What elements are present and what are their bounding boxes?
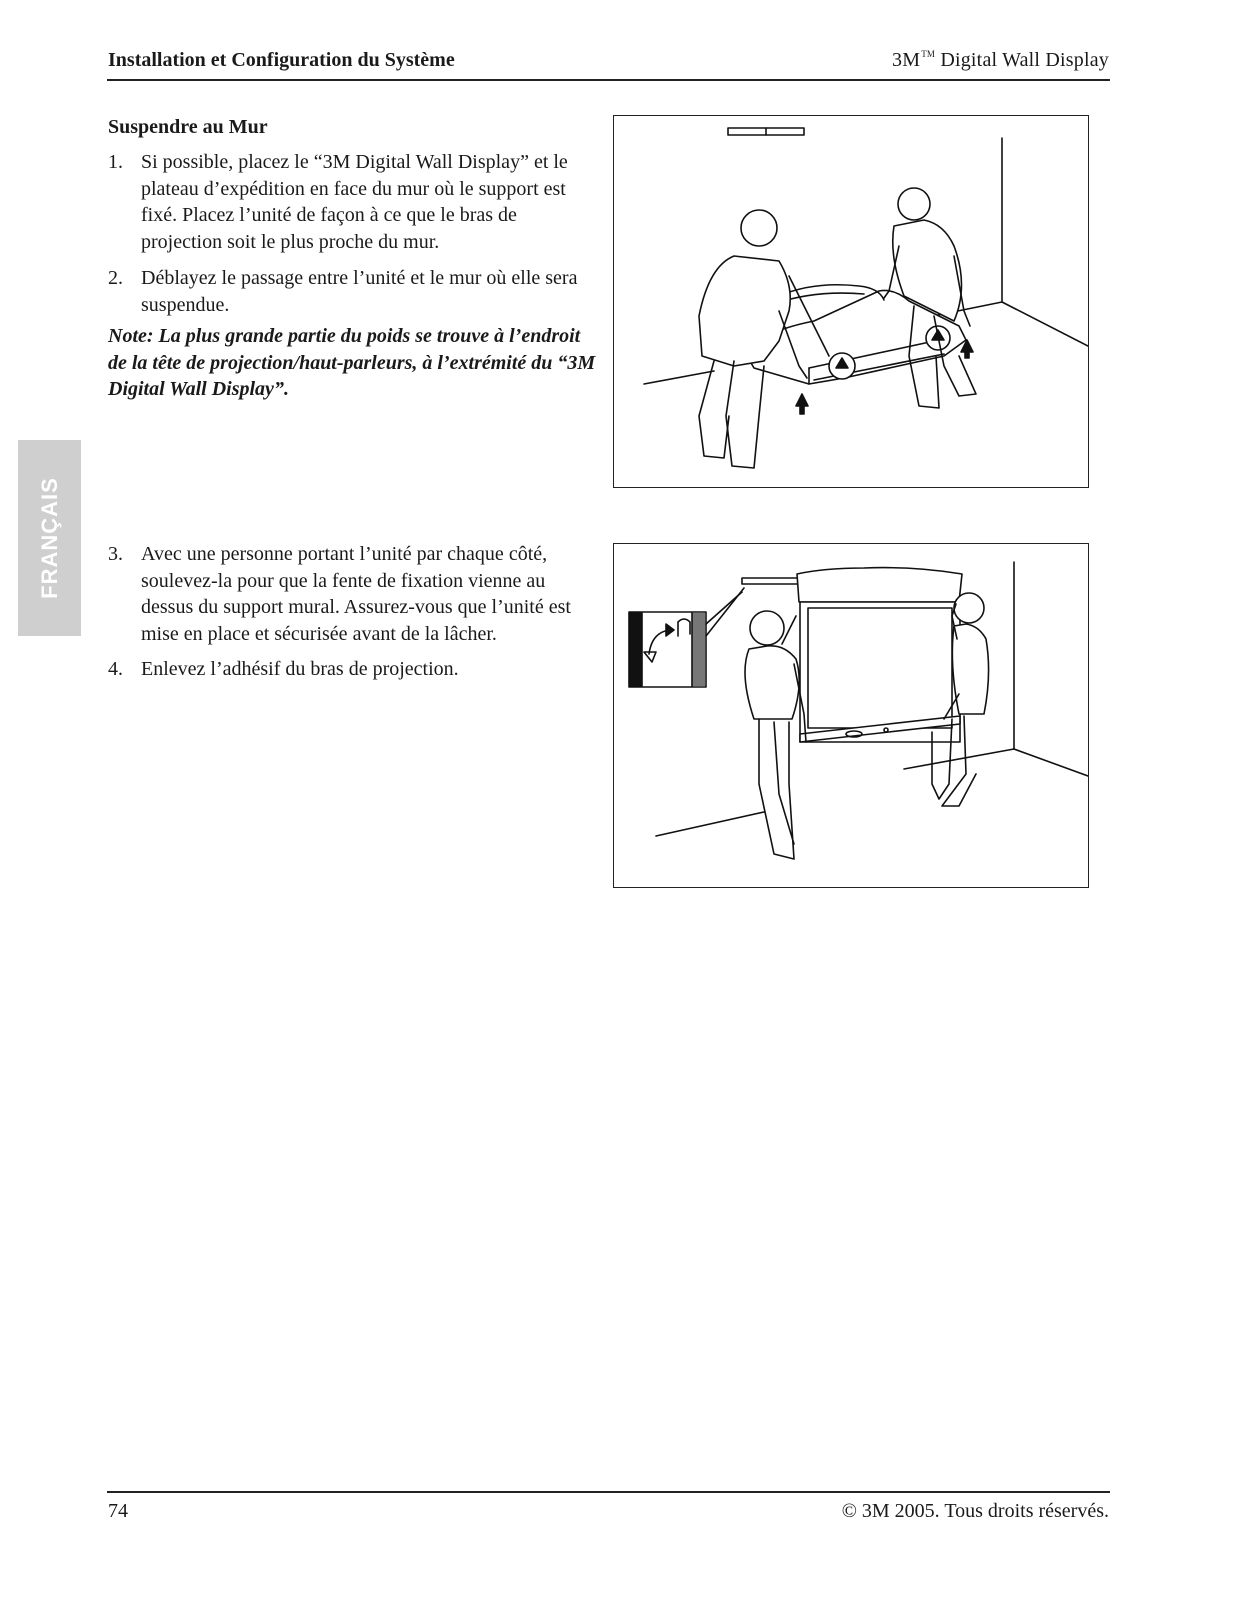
section-title: Suspendre au Mur bbox=[108, 116, 268, 138]
step-text: Si possible, placez le “3M Digital Wall Display” et le plateau d’expédition en face du mur où le support est fixé. Placez l’unité de façon à ce que le bras de projection soit le plus proche du mur. bbox=[141, 151, 568, 253]
step-4 bbox=[108, 656, 598, 683]
carry-unit-drawing bbox=[614, 116, 1088, 487]
copyright-notice: © 3M 2005. Tous droits réservés. bbox=[841, 1500, 1109, 1522]
step-number: 1. bbox=[108, 151, 123, 173]
language-tab-label: FRANÇAIS bbox=[36, 477, 62, 599]
step-number: 3. bbox=[108, 543, 123, 565]
step-number: 2. bbox=[108, 267, 123, 289]
header-rule bbox=[107, 79, 1110, 81]
weight-note: Note: La plus grande partie du poids se trouve à l’endroit de la tête de projection/haut-parleurs, à l’extrémité du “3M Digital Wall Display”. bbox=[108, 325, 596, 400]
step-1 bbox=[108, 149, 598, 255]
step-number: 4. bbox=[108, 658, 123, 680]
footer-rule bbox=[107, 1491, 1110, 1493]
step-text: Avec une personne portant l’unité par chaque côté, soulevez-la pour que la fente de fixation vienne au dessus du support mural. Assurez-vous que l’unité est mise en place et sécurisée avant de la lâcher. bbox=[141, 543, 571, 645]
step-text: Enlevez l’adhésif du bras de projection. bbox=[141, 658, 459, 680]
language-tab bbox=[18, 440, 81, 636]
step-2 bbox=[108, 265, 598, 318]
step-3 bbox=[108, 541, 598, 647]
hang-unit-illustration bbox=[613, 543, 1089, 888]
brand-name: 3M bbox=[892, 49, 921, 71]
product-name: Digital Wall Display bbox=[940, 49, 1109, 71]
step-text: Déblayez le passage entre l’unité et le mur où elle sera suspendue. bbox=[141, 267, 578, 316]
running-header-product bbox=[892, 49, 1109, 72]
running-header-title: Installation et Configuration du Système bbox=[108, 49, 455, 71]
hang-unit-drawing bbox=[614, 544, 1088, 887]
page-number: 74 bbox=[108, 1500, 128, 1522]
carry-unit-illustration bbox=[613, 115, 1089, 488]
trademark-symbol: TM bbox=[921, 49, 936, 59]
